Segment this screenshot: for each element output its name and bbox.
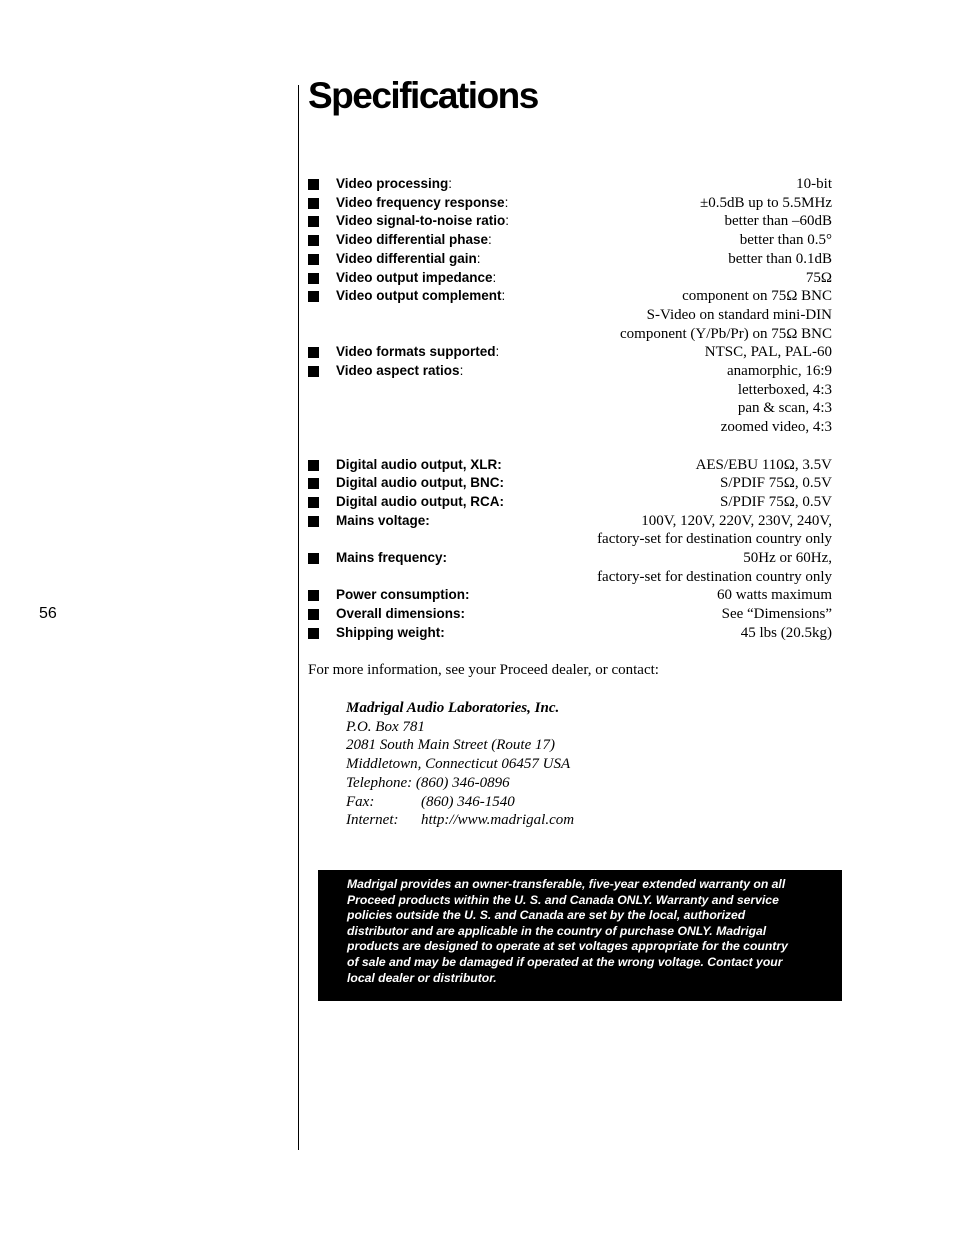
page-number: 56: [39, 605, 57, 622]
fax-number: (860) 346-1540: [421, 793, 515, 810]
spec-value: 60 watts maximum: [717, 587, 832, 604]
spec-row: [308, 605, 832, 624]
section-spacer: [308, 437, 832, 456]
spec-label: Video differential gain:: [336, 250, 481, 266]
spec-list: [308, 175, 832, 643]
spec-row: [308, 231, 832, 250]
spec-value: better than 0.5°: [739, 232, 832, 249]
spec-label: Video output complement:: [336, 288, 506, 304]
city-address: Middletown, Connecticut 06457 USA: [346, 756, 571, 773]
spec-row: [308, 456, 832, 475]
spec-label: Digital audio output, BNC:: [336, 475, 504, 491]
spec-row: [308, 212, 832, 231]
spec-row: [308, 250, 832, 269]
fax-label: Fax:: [346, 793, 375, 810]
square-bullet-icon: [308, 347, 319, 358]
spec-label: Video formats supported:: [336, 344, 500, 360]
internet: [346, 811, 574, 830]
spec-label: Shipping weight:: [336, 624, 445, 640]
spec-value: NTSC, PAL, PAL-60: [704, 344, 832, 361]
square-bullet-icon: [308, 516, 319, 527]
warranty-line: Madrigal provides an owner-transferable, five-year extended warranty on all: [347, 877, 786, 891]
warranty-line: policies outside the U. S. and Canada are set by the local, authorized: [347, 908, 746, 923]
square-bullet-icon: [308, 628, 319, 639]
spec-value: 10-bit: [796, 176, 832, 192]
spec-row: [308, 175, 832, 194]
spec-row: [308, 512, 832, 549]
spec-row: [308, 343, 832, 362]
square-bullet-icon: [308, 478, 319, 489]
internet-label: Internet:: [346, 812, 399, 829]
square-bullet-icon: [308, 198, 319, 209]
spec-row: [308, 474, 832, 493]
spec-value: anamorphic, 16:9 letterboxed, 4:3 pan & scan, 4:3 zoomed video, 4:3: [720, 363, 832, 436]
spec-row: [308, 549, 832, 586]
square-bullet-icon: [308, 273, 319, 284]
square-bullet-icon: [308, 460, 319, 471]
spec-row: [308, 493, 832, 512]
square-bullet-icon: [308, 291, 319, 302]
spec-value: S/PDIF 75Ω, 0.5V: [719, 475, 832, 492]
spec-label: Video frequency response:: [336, 194, 509, 210]
spec-value: ±0.5dB up to 5.5MHz: [700, 194, 832, 211]
spec-label: Video differential phase:: [336, 232, 492, 248]
spec-row: [308, 194, 832, 213]
company-name: Madrigal Audio Laboratories, Inc.: [346, 700, 560, 716]
info-text: For more information, see your Proceed dealer, or contact:: [308, 662, 659, 678]
spec-value: AES/EBU 110Ω, 3.5V: [695, 456, 832, 473]
spec-label: Video output impedance:: [336, 269, 497, 285]
square-bullet-icon: [308, 254, 319, 265]
contact-block: [346, 699, 574, 830]
spec-label: Digital audio output, XLR:: [336, 456, 502, 472]
website-link[interactable]: http://www.madrigal.com: [421, 812, 575, 829]
fax: [346, 793, 574, 812]
page-title: Specifications: [308, 75, 538, 116]
square-bullet-icon: [308, 497, 319, 508]
telephone: Telephone: (860) 346-0896: [346, 774, 510, 791]
square-bullet-icon: [308, 609, 319, 620]
spec-label: Video processing:: [336, 176, 453, 191]
margin-rule: [298, 85, 299, 1150]
spec-row: [308, 362, 832, 437]
warranty-notice: [318, 870, 842, 1001]
square-bullet-icon: [308, 216, 319, 227]
spec-label: Video signal-to-noise ratio:: [336, 213, 510, 229]
warranty-line: of sale and may be damaged if operated at the wrong voltage. Contact your: [347, 954, 783, 969]
spec-row: [308, 269, 832, 288]
warranty-line: distributor and are applicable in the country of purchase ONLY. Madrigal: [347, 923, 767, 938]
spec-label: Overall dimensions:: [336, 606, 466, 622]
spec-value: better than 0.1dB: [728, 250, 832, 267]
spec-label: Mains voltage:: [336, 512, 430, 528]
spec-label: Power consumption:: [336, 587, 470, 603]
street-address: 2081 South Main Street (Route 17): [346, 737, 555, 754]
square-bullet-icon: [308, 590, 319, 601]
spec-value: component on 75Ω BNC S-Video on standard mini-DIN component (Y/Pb/Pr) on 75Ω BNC: [620, 288, 832, 342]
warranty-line: products are designed to operate at set voltages appropriate for the country: [347, 939, 788, 954]
spec-label: Digital audio output, RCA:: [336, 493, 504, 509]
spec-label: Video aspect ratios:: [336, 363, 464, 379]
square-bullet-icon: [308, 179, 319, 190]
square-bullet-icon: [308, 553, 319, 564]
spec-row: [308, 287, 832, 343]
spec-row: [308, 586, 832, 605]
po-box: P.O. Box 781: [346, 718, 425, 735]
spec-value: 100V, 120V, 220V, 230V, 240V, factory-set for destination country only: [597, 512, 832, 548]
spec-label: Mains frequency:: [336, 550, 448, 566]
spec-value: 50Hz or 60Hz, factory-set for destination country only: [597, 550, 832, 585]
spec-value: See “Dimensions”: [721, 606, 832, 623]
spec-value: better than –60dB: [724, 213, 832, 230]
warranty-line: Proceed products within the U. S. and Canada ONLY. Warranty and service: [347, 892, 779, 907]
spec-value: S/PDIF 75Ω, 0.5V: [719, 493, 832, 510]
spec-value: 45 lbs (20.5kg): [740, 624, 832, 641]
square-bullet-icon: [308, 235, 319, 246]
square-bullet-icon: [308, 366, 319, 377]
spec-row: [308, 624, 832, 643]
warranty-line: local dealer or distributor.: [347, 970, 497, 985]
spec-value: 75Ω: [805, 269, 832, 286]
